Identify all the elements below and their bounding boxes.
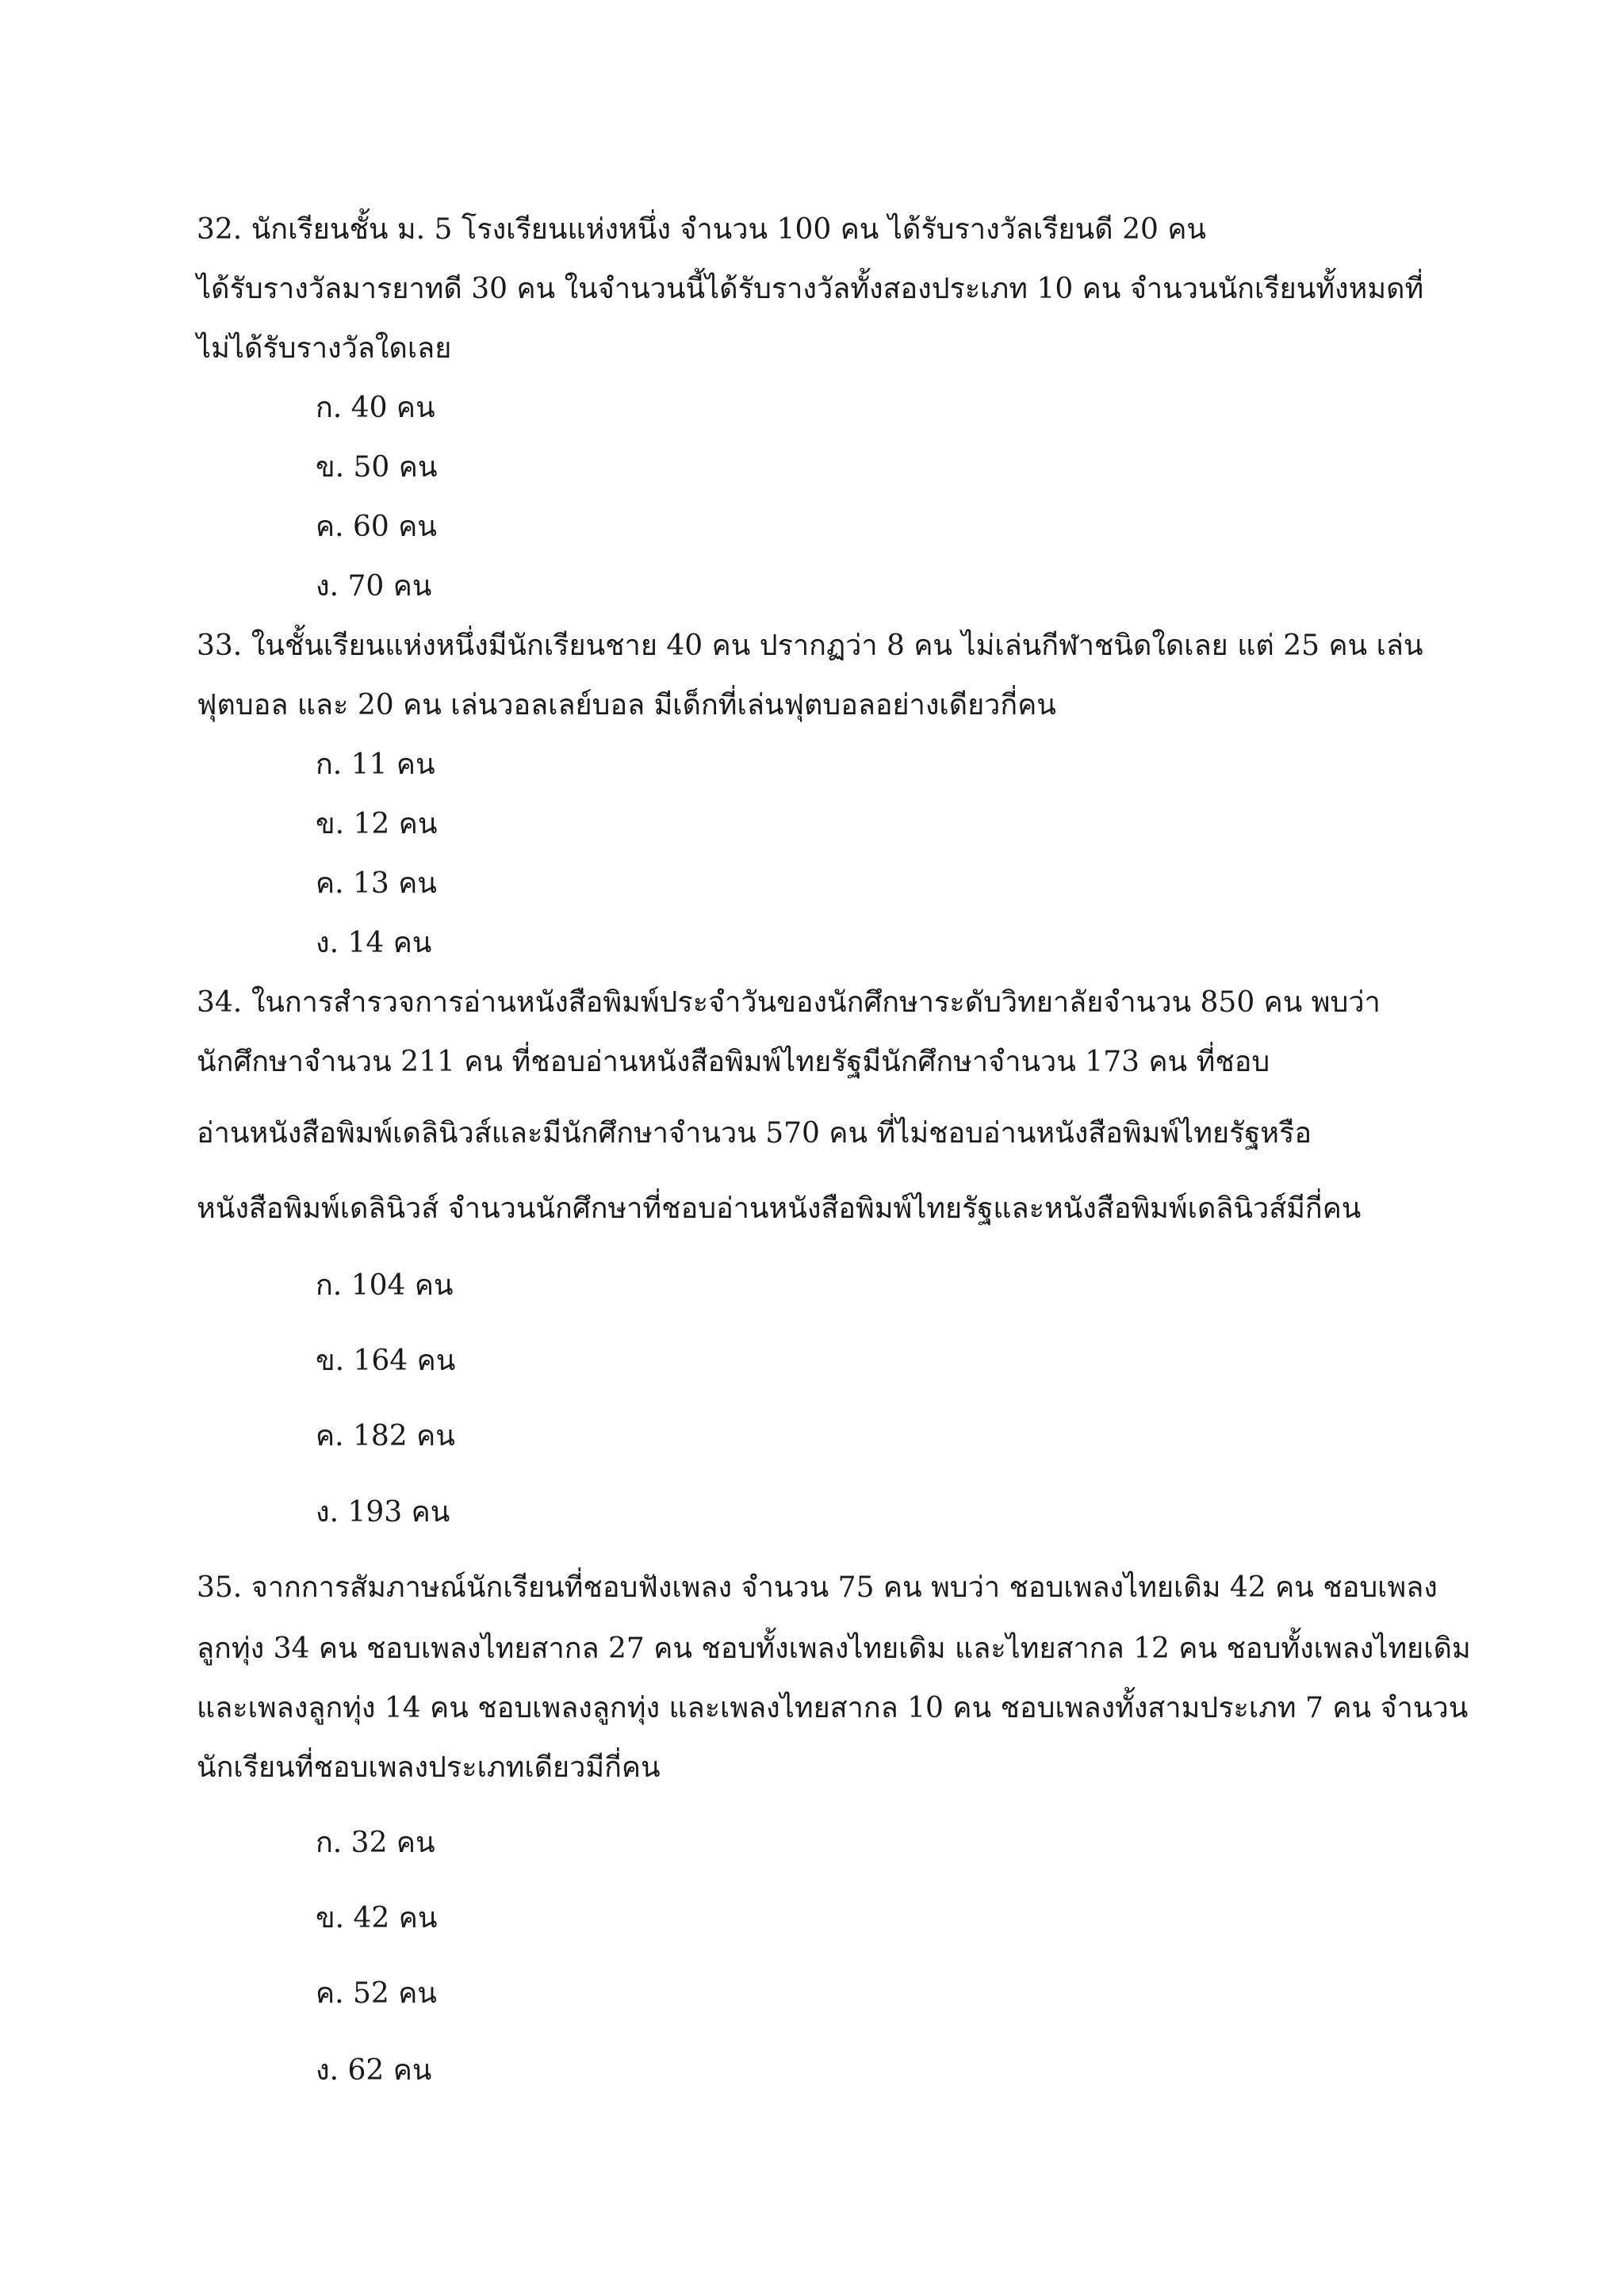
question-34-option-c: ค. 182 คน xyxy=(316,1420,455,1452)
question-32-option-a: ก. 40 คน xyxy=(316,392,435,424)
question-32-option-c: ค. 60 คน xyxy=(316,511,437,543)
question-33-line-1: 33. ในชั้นเรียนแห่งหนึ่งมีนักเรียนชาย 40 คน ปรากฏว่า 8 คน ไม่เล่นกีฬาชนิดใดเลย แต่ 25 คน เล่น xyxy=(197,629,1423,662)
question-35-option-d: ง. 62 คน xyxy=(316,2054,432,2087)
question-34-option-b: ข. 164 คน xyxy=(316,1345,456,1377)
question-33-option-c: ค. 13 คน xyxy=(316,867,437,900)
question-34-option-a: ก. 104 คน xyxy=(316,1269,454,1302)
question-33-option-d: ง. 14 คน xyxy=(316,927,432,959)
question-35-option-a: ก. 32 คน xyxy=(316,1827,435,1859)
question-32-line-3: ไม่ได้รับรางวัลใดเลย xyxy=(197,332,452,365)
question-35-line-1: 35. จากการสัมภาษณ์นักเรียนที่ชอบฟังเพลง จำนวน 75 คน พบว่า ชอบเพลงไทยเดิม 42 คน ชอบเพลง xyxy=(197,1571,1438,1604)
question-33-option-b: ข. 12 คน xyxy=(316,808,438,840)
question-33-line-2: ฟุตบอล และ 20 คน เล่นวอลเลย์บอล มีเด็กที่เล่นฟุตบอลอย่างเดียวกี่คน xyxy=(197,689,1056,721)
question-34-line-4: หนังสือพิมพ์เดลินิวส์ จำนวนนักศึกษาที่ชอบอ่านหนังสือพิมพ์ไทยรัฐและหนังสือพิมพ์เดลินิวส์มีกี่คน xyxy=(197,1192,1362,1225)
question-35-line-4: นักเรียนที่ชอบเพลงประเภทเดียวมีกี่คน xyxy=(197,1751,661,1784)
question-32-option-d: ง. 70 คน xyxy=(316,570,432,603)
question-34-line-1: 34. ในการสำรวจการอ่านหนังสือพิมพ์ประจำวันของนักศึกษาระดับวิทยาลัยจำนวน 850 คน พบว่า xyxy=(197,986,1381,1019)
question-33-option-a: ก. 11 คน xyxy=(316,748,435,781)
question-35-option-c: ค. 52 คน xyxy=(316,1977,437,2010)
question-32-line-1: 32. นักเรียนชั้น ม. 5 โรงเรียนแห่งหนึ่ง จำนวน 100 คน ได้รับรางวัลเรียนดี 20 คน xyxy=(197,213,1207,246)
question-32-option-b: ข. 50 คน xyxy=(316,451,438,484)
question-34-option-d: ง. 193 คน xyxy=(316,1496,450,1529)
question-35-line-3: และเพลงลูกทุ่ง 14 คน ชอบเพลงลูกทุ่ง และเพลงไทยสากล 10 คน ชอบเพลงทั้งสามประเภท 7 คน จำนวน xyxy=(197,1692,1469,1724)
question-35-line-2: ลูกทุ่ง 34 คน ชอบเพลงไทยสากล 27 คน ชอบทั้งเพลงไทยเดิม และไทยสากล 12 คน ชอบทั้งเพลงไทยเดิม xyxy=(197,1632,1471,1665)
question-34-line-2: นักศึกษาจำนวน 211 คน ที่ชอบอ่านหนังสือพิมพ์ไทยรัฐมีนักศึกษาจำนวน 173 คน ที่ชอบ xyxy=(197,1046,1270,1078)
question-34-line-3: อ่านหนังสือพิมพ์เดลินิวส์และมีนักศึกษาจำนวน 570 คน ที่ไม่ชอบอ่านหนังสือพิมพ์ไทยรัฐหรือ xyxy=(197,1117,1312,1150)
question-32-line-2: ได้รับรางวัลมารยาทดี 30 คน ในจำนวนนี้ได้รับรางวัลทั้งสองประเภท 10 คน จำนวนนักเรียนทั้งหมดที่ xyxy=(197,273,1424,305)
question-35-option-b: ข. 42 คน xyxy=(316,1902,438,1934)
